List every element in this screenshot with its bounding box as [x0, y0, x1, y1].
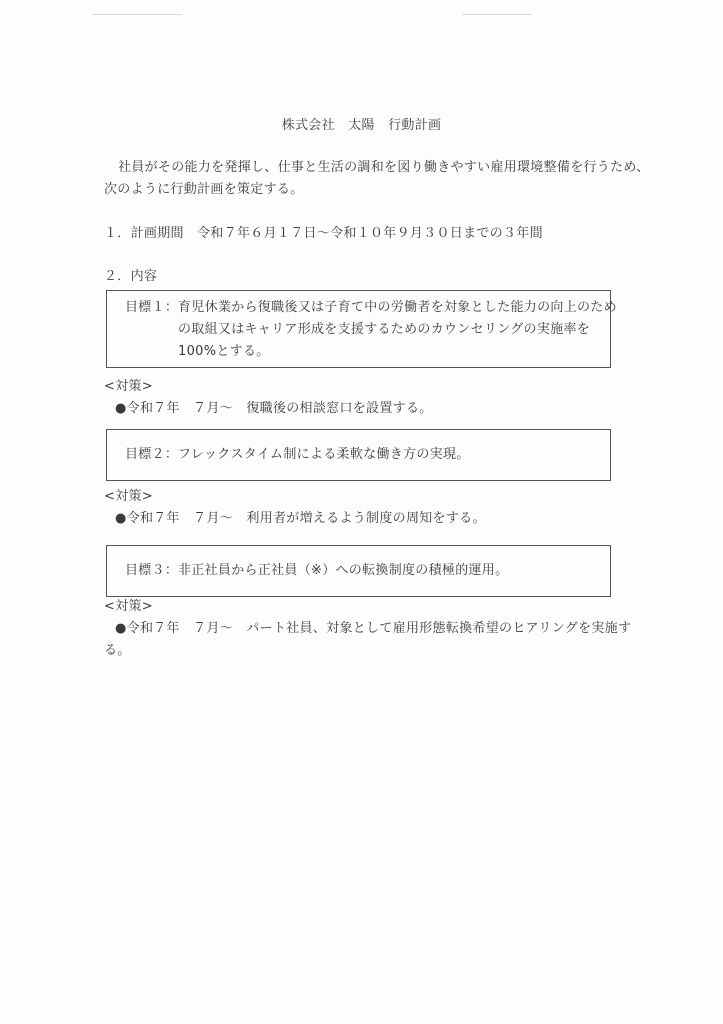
document-title: 株式会社 太陽 行動計画 [281, 118, 442, 133]
intro-line-1: 社員がその能力を発揮し、仕事と生活の調和を図り働きやすい雇用環境整備を行うため、 [118, 160, 650, 175]
goal-2-measures-heading: <対策> [104, 489, 153, 504]
goal-3-measures-heading: <対策> [104, 599, 153, 614]
goal-3-line-1: 非正社員から正社員（※）への転換制度の積極的運用。 [178, 563, 509, 578]
goal-1-measures-heading: <対策> [104, 379, 153, 394]
goal-3-measure: ●令和７年 ７月～ パート社員、対象として雇用形態転換希望のヒアリングを実施す [115, 621, 632, 636]
goal-1-measure: ●令和７年 ７月～ 復職後の相談窓口を設置する。 [115, 401, 433, 416]
goal-1-line-2: の取組又はキャリア形成を支援するためのカウンセリングの実施率を [178, 322, 591, 337]
goal-2-line-1: フレックスタイム制による柔軟な働き方の実現。 [178, 447, 470, 462]
goal-3-label: 目標３： [125, 563, 179, 578]
scan-mark-top-left [92, 14, 182, 15]
intro-line-2: 次のように行動計画を策定する。 [104, 182, 304, 197]
scan-mark-top-right [462, 14, 532, 15]
goal-2-label: 目標２： [125, 447, 179, 462]
goal-2-measure: ●令和７年 ７月～ 利用者が増えるよう制度の周知をする。 [115, 511, 486, 526]
plan-period: １．計画期間 令和７年６月１７日～令和１０年９月３０日までの３年間 [104, 226, 543, 241]
goal-1-label: 目標１： [125, 300, 179, 315]
goal-1-line-3: 100%とする。 [178, 344, 270, 359]
content-heading: ２．内容 [104, 269, 158, 284]
goal-1-line-1: 育児休業から復職後又は子育て中の労働者を対象とした能力の向上のため [178, 300, 617, 315]
goal-3-measure-continuation: る。 [104, 643, 131, 658]
